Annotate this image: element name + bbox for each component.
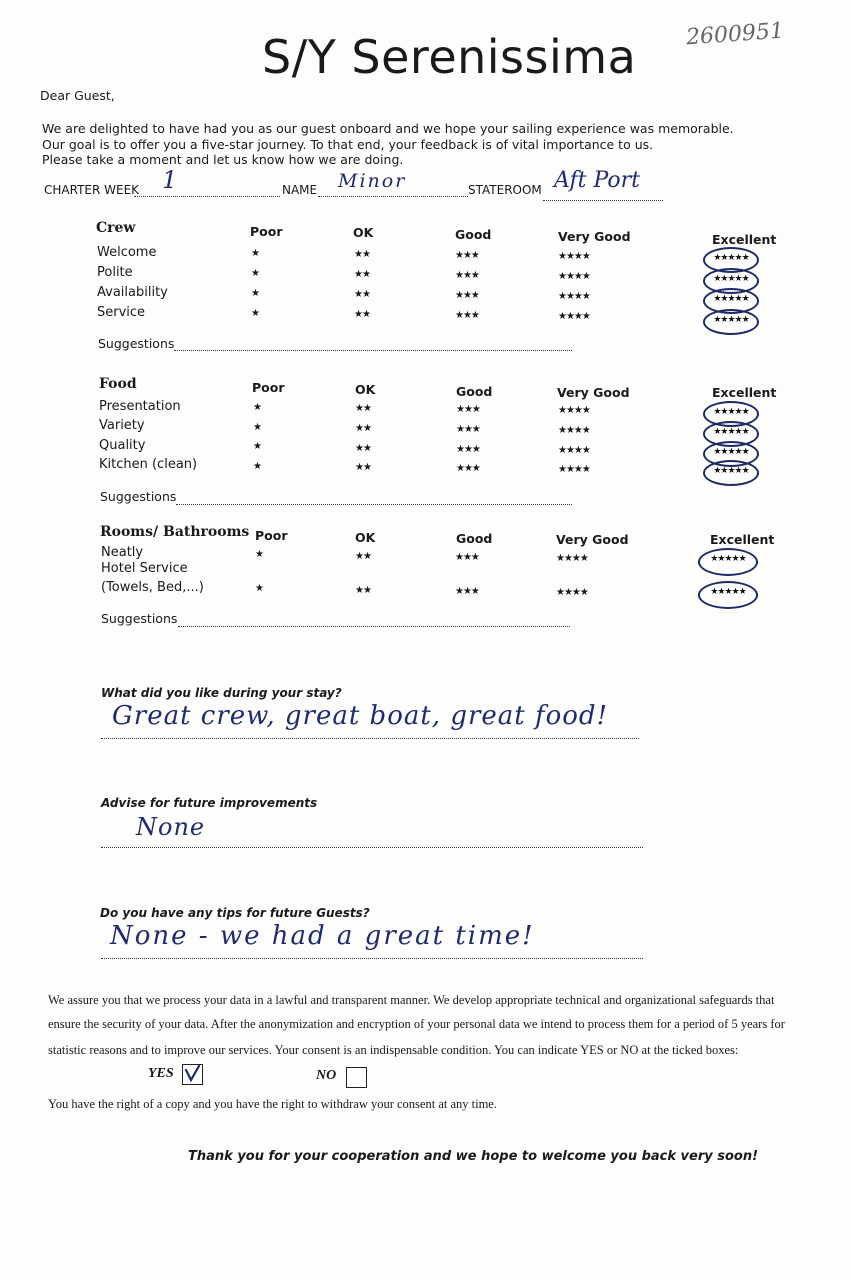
crew-item-polite: Polite xyxy=(97,265,133,280)
rating-good[interactable]: ★★★ xyxy=(456,463,480,474)
col-good: Good xyxy=(456,384,493,399)
col-ok: OK xyxy=(355,530,376,545)
col-ok: OK xyxy=(353,225,374,240)
rating-good[interactable]: ★★★ xyxy=(456,444,480,455)
rating-good[interactable]: ★★★ xyxy=(455,250,479,261)
rating-very-good[interactable]: ★★★★ xyxy=(556,587,588,598)
yes-label: YES xyxy=(148,1066,174,1081)
crew-item-availability: Availability xyxy=(97,285,168,300)
food-item-variety: Variety xyxy=(99,418,145,433)
rooms-suggestions-line[interactable] xyxy=(178,626,570,627)
rating-excellent-circled[interactable]: ★★★★★ xyxy=(703,460,759,486)
consent-line-3: statistic reasons and to improve our services. Your consent is an indispensable condition. You can indicate YES or NO at the ticked boxes: xyxy=(48,1043,739,1057)
rating-poor[interactable]: ★ xyxy=(251,268,259,279)
rating-very-good[interactable]: ★★★★ xyxy=(558,464,590,475)
rating-poor[interactable]: ★ xyxy=(253,461,261,472)
rating-good[interactable]: ★★★ xyxy=(455,310,479,321)
rating-very-good[interactable]: ★★★★ xyxy=(558,311,590,322)
rating-poor[interactable]: ★ xyxy=(251,248,259,259)
liked-answer[interactable]: Great crew, great boat, great food! xyxy=(112,701,609,731)
greeting: Dear Guest, xyxy=(40,88,115,103)
crew-suggestions-label: Suggestions xyxy=(98,336,175,351)
charter-week-value[interactable]: 1 xyxy=(162,166,178,194)
improve-question: Advise for future improvements xyxy=(101,796,318,810)
consent-line-2: ensure the security of your data. After the anonymization and encryption of your personal data we intend to process them for a period of 5 years for xyxy=(48,1017,785,1031)
col-very-good: Very Good xyxy=(556,532,629,547)
rooms-item-neatly: Neatly xyxy=(101,545,144,560)
col-ok: OK xyxy=(355,382,376,397)
crew-title: Crew xyxy=(96,220,136,236)
rating-poor[interactable]: ★ xyxy=(253,422,261,433)
crew-item-service: Service xyxy=(97,305,146,320)
rating-ok[interactable]: ★★ xyxy=(354,309,370,320)
liked-question: What did you like during your stay? xyxy=(101,686,342,700)
improve-answer[interactable]: None xyxy=(136,813,206,841)
rating-poor[interactable]: ★ xyxy=(251,308,259,319)
rating-ok[interactable]: ★★ xyxy=(355,423,371,434)
intro-line-2: Our goal is to offer you a five-star journey. To that end, your feedback is of vital importance to us. xyxy=(42,137,654,152)
rating-good[interactable]: ★★★ xyxy=(455,290,479,301)
rating-very-good[interactable]: ★★★★ xyxy=(558,445,590,456)
rating-excellent-circled[interactable]: ★★★★★ xyxy=(703,441,759,467)
rooms-item-towels-bed: (Towels, Bed,...) xyxy=(101,580,204,595)
rating-good[interactable]: ★★★ xyxy=(456,424,480,435)
rooms-suggestions-label: Suggestions xyxy=(101,611,178,626)
rating-ok[interactable]: ★★ xyxy=(354,269,370,280)
rating-ok[interactable]: ★★ xyxy=(355,551,371,562)
rating-excellent-circled[interactable]: ★★★★★ xyxy=(698,548,758,576)
food-item-presentation: Presentation xyxy=(99,399,181,414)
food-suggestions-line[interactable] xyxy=(176,504,572,505)
rating-very-good[interactable]: ★★★★ xyxy=(558,425,590,436)
rating-poor[interactable]: ★ xyxy=(251,288,259,299)
rights-text: You have the right of a copy and you have the right to withdraw your consent at any time. xyxy=(48,1097,497,1111)
rating-ok[interactable]: ★★ xyxy=(354,249,370,260)
col-excellent: Excellent xyxy=(712,232,777,247)
rating-excellent-circled[interactable]: ★★★★★ xyxy=(703,421,759,447)
rating-excellent-circled[interactable]: ★★★★★ xyxy=(703,288,759,314)
food-item-kitchen: Kitchen (clean) xyxy=(99,457,198,472)
rating-excellent-circled[interactable]: ★★★★★ xyxy=(703,268,759,294)
rating-good[interactable]: ★★★ xyxy=(455,270,479,281)
col-poor: Poor xyxy=(250,224,283,239)
yes-checkbox[interactable] xyxy=(182,1064,203,1085)
intro-line-3: Please take a moment and let us know how we are doing. xyxy=(42,152,404,167)
rating-excellent-circled[interactable]: ★★★★★ xyxy=(703,401,759,427)
rating-poor[interactable]: ★ xyxy=(255,549,263,560)
crew-item-welcome: Welcome xyxy=(97,245,157,260)
rating-good[interactable]: ★★★ xyxy=(455,586,479,597)
tips-question: Do you have any tips for future Guests? xyxy=(100,906,370,920)
rating-excellent-circled[interactable]: ★★★★★ xyxy=(703,247,759,273)
rating-very-good[interactable]: ★★★★ xyxy=(558,251,590,262)
charter-week-label: CHARTER WEEK xyxy=(44,183,140,197)
rating-good[interactable]: ★★★ xyxy=(456,404,480,415)
col-excellent: Excellent xyxy=(710,532,775,547)
page-title: S/Y Serenissima xyxy=(262,30,637,84)
col-good: Good xyxy=(455,227,492,242)
rating-ok[interactable]: ★★ xyxy=(355,443,371,454)
document-id: 2600951 xyxy=(685,18,785,51)
no-label: NO xyxy=(316,1068,337,1083)
no-checkbox[interactable] xyxy=(346,1067,367,1088)
food-suggestions-label: Suggestions xyxy=(100,489,177,504)
rating-ok[interactable]: ★★ xyxy=(354,289,370,300)
crew-suggestions-line[interactable] xyxy=(174,350,572,351)
col-good: Good xyxy=(456,531,493,546)
rating-excellent-circled[interactable]: ★★★★★ xyxy=(698,581,758,609)
col-poor: Poor xyxy=(255,528,288,543)
stateroom-label: STATEROOM xyxy=(468,183,542,197)
rating-poor[interactable]: ★ xyxy=(255,583,263,594)
col-excellent: Excellent xyxy=(712,385,777,400)
rating-very-good[interactable]: ★★★★ xyxy=(558,271,590,282)
rating-very-good[interactable]: ★★★★ xyxy=(556,553,588,564)
food-title: Food xyxy=(99,376,137,392)
rating-poor[interactable]: ★ xyxy=(253,441,261,452)
rating-very-good[interactable]: ★★★★ xyxy=(558,405,590,416)
rating-excellent-circled[interactable]: ★★★★★ xyxy=(703,309,759,335)
col-poor: Poor xyxy=(252,380,285,395)
col-very-good: Very Good xyxy=(558,229,631,244)
consent-line-1: We assure you that we process your data in a lawful and transparent manner. We develop appropriate technical and organizational safeguards that xyxy=(48,993,775,1007)
rating-good[interactable]: ★★★ xyxy=(455,552,479,563)
name-label: NAME xyxy=(282,183,318,197)
col-very-good: Very Good xyxy=(557,385,630,400)
rating-ok[interactable]: ★★ xyxy=(355,585,371,596)
food-item-quality: Quality xyxy=(99,438,146,453)
stateroom-value[interactable]: Aft Port xyxy=(554,168,640,193)
rooms-title: Rooms/ Bathrooms xyxy=(100,524,250,540)
rating-ok[interactable]: ★★ xyxy=(355,403,371,414)
tips-answer[interactable]: None - we had a great time! xyxy=(110,921,535,951)
checkmark-icon xyxy=(183,1065,202,1084)
rating-very-good[interactable]: ★★★★ xyxy=(558,291,590,302)
name-value[interactable]: Minor xyxy=(338,170,407,192)
rating-poor[interactable]: ★ xyxy=(253,402,261,413)
intro-line-1: We are delighted to have had you as our guest onboard and we hope your sailing experience was memorable. xyxy=(42,121,734,136)
thank-you-message: Thank you for your cooperation and we hope to welcome you back very soon! xyxy=(188,1149,759,1164)
rooms-item-hotel-service: Hotel Service xyxy=(101,561,188,576)
rating-ok[interactable]: ★★ xyxy=(355,462,371,473)
